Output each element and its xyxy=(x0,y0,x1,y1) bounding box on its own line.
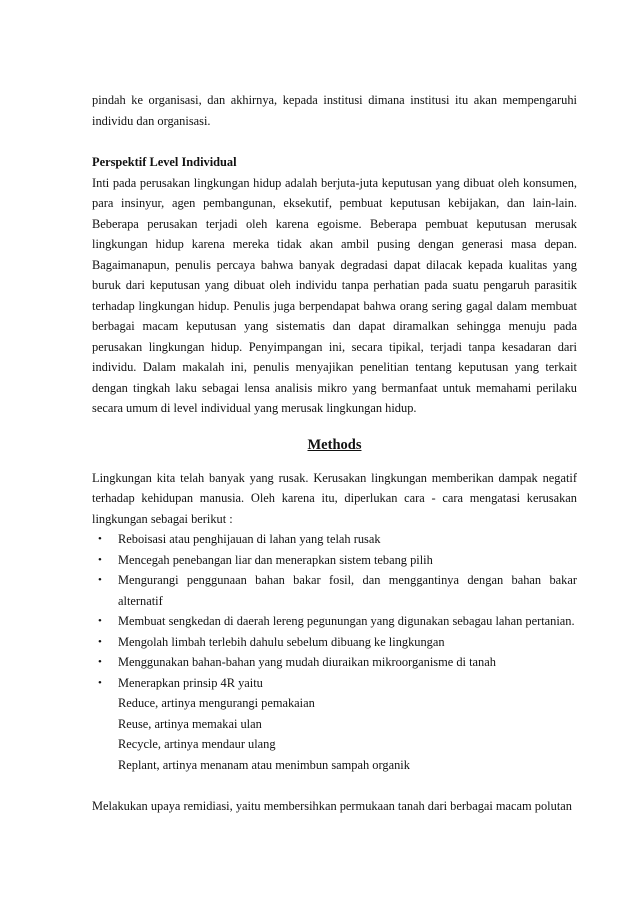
paragraph-gap xyxy=(92,419,577,433)
list-item xyxy=(92,632,577,653)
paragraph-gap xyxy=(92,131,577,152)
document-page xyxy=(92,90,577,817)
list-item xyxy=(92,611,577,632)
section-heading: Perspektif Level Individual xyxy=(92,155,237,169)
methods-title: Methods xyxy=(307,436,362,453)
sub-list-item: Reduce, artinya mengurangi pemakaian xyxy=(118,696,315,710)
list-item-text: Mengurangi penggunaan bahan bakar fosil, dan menggantinya dengan bahan bakar alternatif xyxy=(118,573,577,608)
bullet-icon: • xyxy=(98,615,102,627)
list-item-text: Menggunakan bahan-bahan yang mudah diuraikan mikroorganisme di tanah xyxy=(118,655,496,669)
list-item xyxy=(92,673,577,776)
sub-list-item: Reuse, artinya memakai ulan xyxy=(118,716,262,731)
list-item xyxy=(92,550,577,571)
methods-intro: Lingkungan kita telah banyak yang rusak. Kerusakan lingkungan memberikan dampak negatif terhadap kehidupan manusia. Oleh karena itu, diperlukan cara - cara mengatasi kerusakan lingkungan sebagai berikut : xyxy=(92,470,577,526)
bullet-icon: • xyxy=(98,676,102,689)
sub-list-item: Replant, artinya menanam atau menimbun sampah organik xyxy=(118,757,410,772)
intro-continuation: pindah ke organisasi, dan akhirnya, kepada institusi dimana institusi itu akan mempengaruhi individu dan organisasi. xyxy=(92,93,577,128)
list-item xyxy=(92,570,577,611)
bullet-icon: • xyxy=(98,553,102,566)
list-item-text: Mengolah limbah terlebih dahulu sebelum dibuang ke lingkungan xyxy=(118,634,445,649)
sub-list-item: Recycle, artinya mendaur ulang xyxy=(118,737,276,751)
section-paragraph: Inti pada perusakan lingkungan hidup adalah berjuta-juta keputusan yang dibuat oleh konsumen, para insinyur, agen pembangunan, eksekutif, pembuat keputusan kebijakan, dan lain-lain. Beberapa perusakan terjadi oleh karena egoisme. Beberapa pembuat keputusan merusak lingkungan hidup karena mereka tidak akan ambil pusing dengan generasi masa depan. Bagaimanapun, penulis percaya bahwa banyak degradasi dapat dilacak kepada kualitas yang buruk dari keputusan yang dibuat oleh individu tanpa perhatian pada suatu pengaruh parasitik terhadap lingkungan hidup. Penulis juga berpendapat bahwa orang sering gagal dalam membuat berbagai macam keputusan yang sistematis dan dapat diramalkan sehingga menuju pada perusakan lingkungan hidup. Penyimpangan ini, secara tipikal, terjadi tanpa kesadaran dari individu. Dalam makalah ini, penulis menyajikan penelitian tentang keputusan yang terkait dengan tingkah laku sebagai lensa analisis mikro yang bermanfaat untuk memahami perilaku secara umum di level individual yang merusak lingkungan hidup. xyxy=(92,175,577,415)
list-item-text: Menerapkan prinsip 4R yaitu xyxy=(118,675,263,690)
list-item-text: Membuat sengkedan di daerah lereng pegunungan yang digunakan sebagau lahan pertanian. xyxy=(118,614,575,628)
list-item-text: Mencegah penebangan liar dan menerapkan sistem tebang pilih xyxy=(118,552,433,567)
methods-bullet-list xyxy=(92,529,577,775)
paragraph-gap xyxy=(92,775,577,796)
bullet-icon: • xyxy=(98,635,102,648)
bullet-icon: • xyxy=(98,533,102,545)
list-item-text: Reboisasi atau penghijauan di lahan yang telah rusak xyxy=(118,532,381,546)
bullet-icon: • xyxy=(98,656,102,668)
list-item xyxy=(92,529,577,550)
bullet-icon: • xyxy=(98,574,102,586)
list-item xyxy=(92,652,577,673)
closing-paragraph: Melakukan upaya remidiasi, yaitu membersihkan permukaan tanah dari berbagai macam polutan xyxy=(92,799,572,813)
paragraph-gap xyxy=(92,457,577,468)
